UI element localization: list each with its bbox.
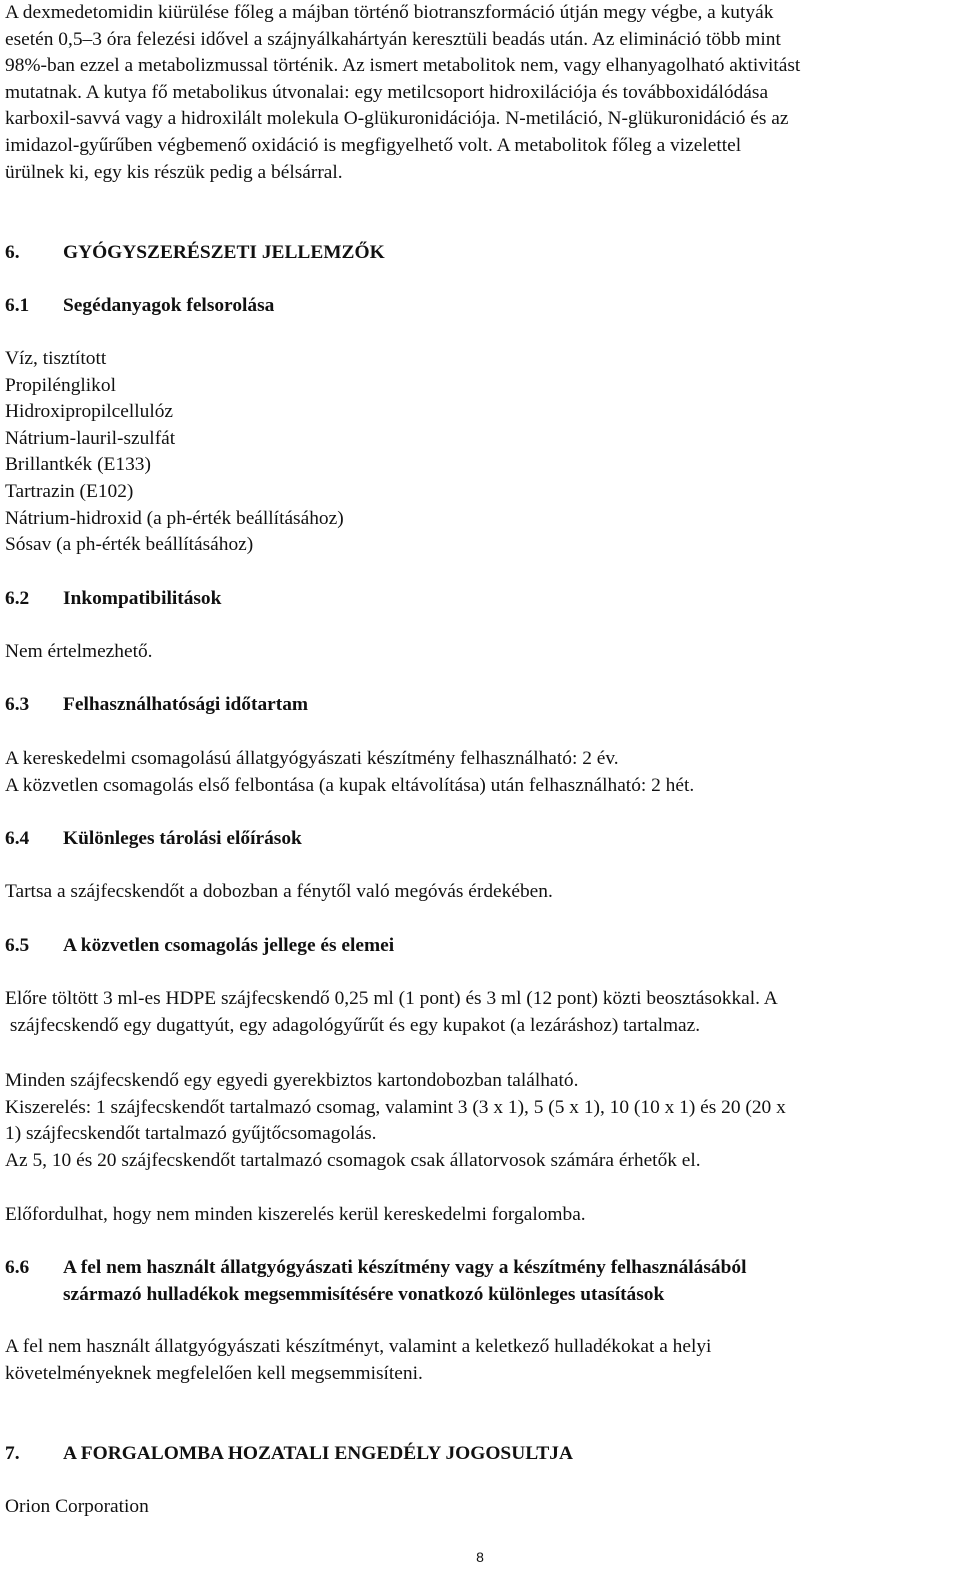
title-line: származó hulladékok megsemmisítésére vonatkozó különleges utasítások — [63, 1283, 665, 1305]
text-line: szájfecskendő egy dugattyút, egy adagológyűrűt és egy kupakot (a lezáráshoz) tartalmaz. — [5, 1014, 701, 1036]
text-line: Előfordulhat, hogy nem minden kiszerelés kerül kereskedelmi forgalomba. — [5, 1204, 586, 1225]
text-line: A kereskedelmi csomagolású állatgyógyászati készítmény felhasználható: 2 év. — [5, 748, 619, 769]
text-line: Orion Corporation — [5, 1496, 149, 1517]
section-title: GYÓGYSZERÉSZETI JELLEMZŐK — [63, 242, 385, 263]
text-line: imidazol-gyűrűben végbemenő oxidáció is megfigyelhető volt. A metabolitok főleg a vizelettel — [5, 134, 742, 156]
packaging-paragraph-1 — [5, 986, 955, 1039]
subsection-6-5-heading — [5, 933, 394, 960]
list-item: Brillantkék (E133) — [5, 454, 151, 476]
subsection-6-2-heading — [5, 586, 221, 613]
section-7-heading — [5, 1441, 573, 1468]
section-number: 6.5 — [5, 935, 30, 956]
list-item: Nátrium-lauril-szulfát — [5, 427, 176, 449]
text-line: követelményeknek megfelelően kell megsemmisíteni. — [5, 1362, 423, 1384]
section-title: A közvetlen csomagolás jellege és elemei — [63, 935, 395, 956]
list-item: Propilénglikol — [5, 374, 116, 396]
section-number: 6.6 — [5, 1257, 30, 1278]
storage-text — [5, 879, 955, 906]
section-number: 6. — [5, 242, 20, 263]
text-line: A közvetlen csomagolás első felbontása (a kupak eltávolítása) után felhasználható: 2 hét. — [5, 774, 695, 796]
text-line: 1) szájfecskendőt tartalmazó gyűjtőcsomagolás. — [5, 1123, 377, 1145]
text-line: Tartsa a szájfecskendőt a dobozban a fénytől való megóvás érdekében. — [5, 881, 553, 902]
section-number: 6.2 — [5, 588, 30, 609]
list-item: Víz, tisztított — [5, 348, 107, 369]
section-title: Különleges tárolási előírások — [63, 828, 302, 849]
list-item: Hidroxipropilcellulóz — [5, 401, 174, 423]
list-item: Nátrium-hidroxid (a ph-érték beállításához) — [5, 507, 344, 529]
packaging-paragraph-2 — [5, 1068, 955, 1174]
page-number: 8 — [476, 1549, 484, 1565]
text-line: Nem értelmezhető. — [5, 641, 153, 662]
section-title — [63, 1255, 923, 1308]
text-line: A fel nem használt állatgyógyászati készítményt, valamint a keletkező hulladékokat a helyi — [5, 1336, 712, 1357]
marketing-authorisation-holder — [5, 1494, 955, 1521]
section-title: A FORGALOMBA HOZATALI ENGEDÉLY JOGOSULTJA — [63, 1443, 574, 1464]
subsection-6-1-heading — [5, 293, 274, 320]
text-line: Minden szájfecskendő egy egyedi gyerekbiztos kartondobozban található. — [5, 1070, 579, 1091]
list-item: Sósav (a ph-érték beállításához) — [5, 534, 254, 556]
excipients-list — [5, 346, 955, 559]
text-line: ürülnek ki, egy kis részük pedig a bélsárral. — [5, 161, 343, 183]
section-number: 6.4 — [5, 828, 30, 849]
incompatibilities-text — [5, 639, 955, 666]
section-number: 6.3 — [5, 694, 30, 715]
text-line: mutatnak. A kutya fő metabolikus útvonalai: egy metilcsoport hidroxilációja és továbboxidálódása — [5, 81, 769, 103]
text-line: Kiszerelés: 1 szájfecskendőt tartalmazó csomag, valamint 3 (3 x 1), 5 (5 x 1), 10 (10 x 1) és 20 (20 x — [5, 1096, 786, 1118]
section-number: 6.1 — [5, 295, 30, 316]
section-number: 7. — [5, 1443, 20, 1464]
pharmacokinetics-paragraph — [5, 0, 955, 186]
text-line: esetén 0,5–3 óra felezési idővel a szájnyálkahártyán keresztüli beadás után. Az elimináció több mint — [5, 28, 781, 50]
title-line: A fel nem használt állatgyógyászati készítmény vagy a készítmény felhasználásából — [63, 1257, 747, 1278]
subsection-6-4-heading — [5, 826, 302, 853]
disposal-text — [5, 1334, 955, 1387]
text-line: Az 5, 10 és 20 szájfecskendőt tartalmazó csomagok csak állatorvosok számára érhetők el. — [5, 1149, 701, 1171]
text-line: A dexmedetomidin kiürülése főleg a májban történő biotranszformáció útján megy végbe, a kutyák — [5, 2, 774, 23]
section-6-heading — [5, 240, 385, 267]
list-item: Tartrazin (E102) — [5, 480, 134, 502]
text-line: Előre töltött 3 ml-es HDPE szájfecskendő 0,25 ml (1 pont) és 3 ml (12 pont) közti beosztásokkal. A — [5, 988, 778, 1009]
section-title: Segédanyagok felsorolása — [63, 295, 275, 316]
packaging-paragraph-3 — [5, 1202, 955, 1229]
subsection-6-3-heading — [5, 692, 308, 719]
shelf-life-text — [5, 746, 955, 799]
text-line: 98%-ban ezzel a metabolizmussal történik. Az ismert metabolitok nem, vagy elhanyagolható aktivitást — [5, 55, 801, 77]
text-line: karboxil-savvá vagy a hidroxilált molekula O-glükuronidációja. N-metiláció, N-glükuronidáció és az — [5, 108, 789, 130]
section-title: Inkompatibilitások — [63, 588, 222, 609]
section-title: Felhasználhatósági időtartam — [63, 694, 309, 715]
subsection-6-6-heading — [5, 1255, 923, 1308]
